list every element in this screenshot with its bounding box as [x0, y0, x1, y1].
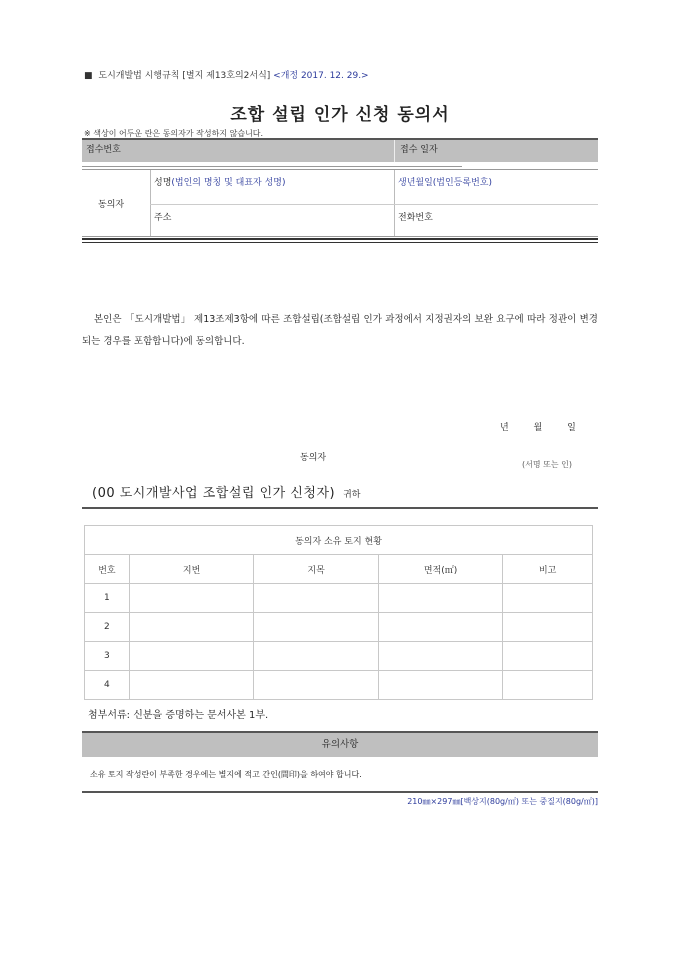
header-number: 번호: [85, 555, 130, 584]
addressee-name: (00 도시개발사업 조합설립 인가 신청자): [92, 486, 336, 501]
row-number: 4: [85, 671, 130, 700]
consenter-row-label: 동의자: [98, 200, 125, 210]
signature-field[interactable]: (서명 또는 인): [522, 460, 572, 469]
paper-spec: 210㎜×297㎜[백상지(80g/㎡) 또는 중질지(80g/㎡)]: [407, 797, 598, 806]
land-category-cell[interactable]: [254, 613, 378, 642]
name-field[interactable]: [154, 175, 286, 188]
land-category-cell[interactable]: [254, 642, 378, 671]
name-hint: (법인의 명칭 및 대표자 성명): [171, 178, 286, 188]
remarks-cell[interactable]: [503, 671, 593, 700]
land-category-cell[interactable]: [254, 671, 378, 700]
land-ownership-table: [84, 525, 593, 700]
section-double-line-top: [82, 238, 598, 240]
regulation-text: 도시개발법 시행규칙 [별지 제13호의2서식]: [98, 71, 271, 81]
header-lot-number: 지번: [129, 555, 253, 584]
notice-text: 소유 토지 작성란이 부족한 경우에는 별지에 적고 간인(間印)을 하여야 합니다.: [90, 770, 362, 779]
consenter-signature-label: 동의자: [300, 453, 327, 463]
remarks-cell[interactable]: [503, 584, 593, 613]
birth-field[interactable]: 생년월일(법인등록번호): [398, 178, 492, 188]
remarks-cell[interactable]: [503, 613, 593, 642]
receipt-underline: [82, 166, 462, 167]
notice-header: 유의사항: [82, 731, 598, 757]
footer-line: [82, 791, 598, 793]
area-cell[interactable]: [378, 671, 503, 700]
area-cell[interactable]: [378, 584, 503, 613]
attachment-note: 첨부서류: 신분을 증명하는 문서사본 1부.: [88, 710, 269, 721]
consent-statement: 본인은 「도시개발법」 제13조제3항에 따른 조합설립(조합설립 인가 과정에서 지정권자의 보완 요구에 따라 정관이 변경되는 경우를 포함합니다)에 동의합니다.: [82, 314, 598, 347]
area-cell[interactable]: [378, 613, 503, 642]
row-number: 3: [85, 642, 130, 671]
lot-number-cell[interactable]: [129, 613, 253, 642]
table-row: [85, 671, 593, 700]
section-double-line-bottom: [82, 242, 598, 243]
receipt-number-label: 접수번호: [86, 145, 121, 155]
land-table-caption: 동의자 소유 토지 현황: [85, 526, 593, 555]
phone-field[interactable]: 전화번호: [398, 213, 433, 223]
table-row: [85, 613, 593, 642]
receipt-section: [82, 138, 598, 162]
dark-field-note: ※ 색상이 어두운 란은 동의자가 작성하지 않습니다.: [84, 129, 264, 138]
square-bullet-icon: ■: [84, 71, 93, 81]
land-table-header-row: [85, 555, 593, 584]
regulation-header: [84, 68, 369, 81]
receipt-divider: [394, 140, 395, 162]
consenter-info-table: [82, 169, 598, 237]
header-land-category: 지목: [254, 555, 378, 584]
remarks-cell[interactable]: [503, 642, 593, 671]
consent-row-divider: [150, 204, 598, 205]
name-label: 성명: [154, 178, 172, 188]
lot-number-cell[interactable]: [129, 642, 253, 671]
table-row: [85, 642, 593, 671]
area-cell[interactable]: [378, 642, 503, 671]
addressee-suffix: 귀하: [343, 490, 361, 500]
header-area: 면적(㎡): [378, 555, 503, 584]
row-number: 2: [85, 613, 130, 642]
consent-divider-left: [150, 170, 151, 236]
header-remarks: 비고: [503, 555, 593, 584]
address-field[interactable]: 주소: [154, 213, 172, 223]
lot-number-cell[interactable]: [129, 584, 253, 613]
land-category-cell[interactable]: [254, 584, 378, 613]
land-table-caption-row: [85, 526, 593, 555]
addressee: [92, 482, 360, 501]
receipt-date-label: 접수 일자: [400, 145, 438, 155]
date-line[interactable]: 년 월 일: [500, 423, 576, 433]
table-row: [85, 584, 593, 613]
row-number: 1: [85, 584, 130, 613]
document-title: 조합 설립 인가 신청 동의서: [230, 105, 450, 125]
addressee-underline: [82, 507, 598, 509]
revision-text: <개정 2017. 12. 29.>: [273, 71, 369, 81]
lot-number-cell[interactable]: [129, 671, 253, 700]
consent-divider-mid: [394, 170, 395, 236]
